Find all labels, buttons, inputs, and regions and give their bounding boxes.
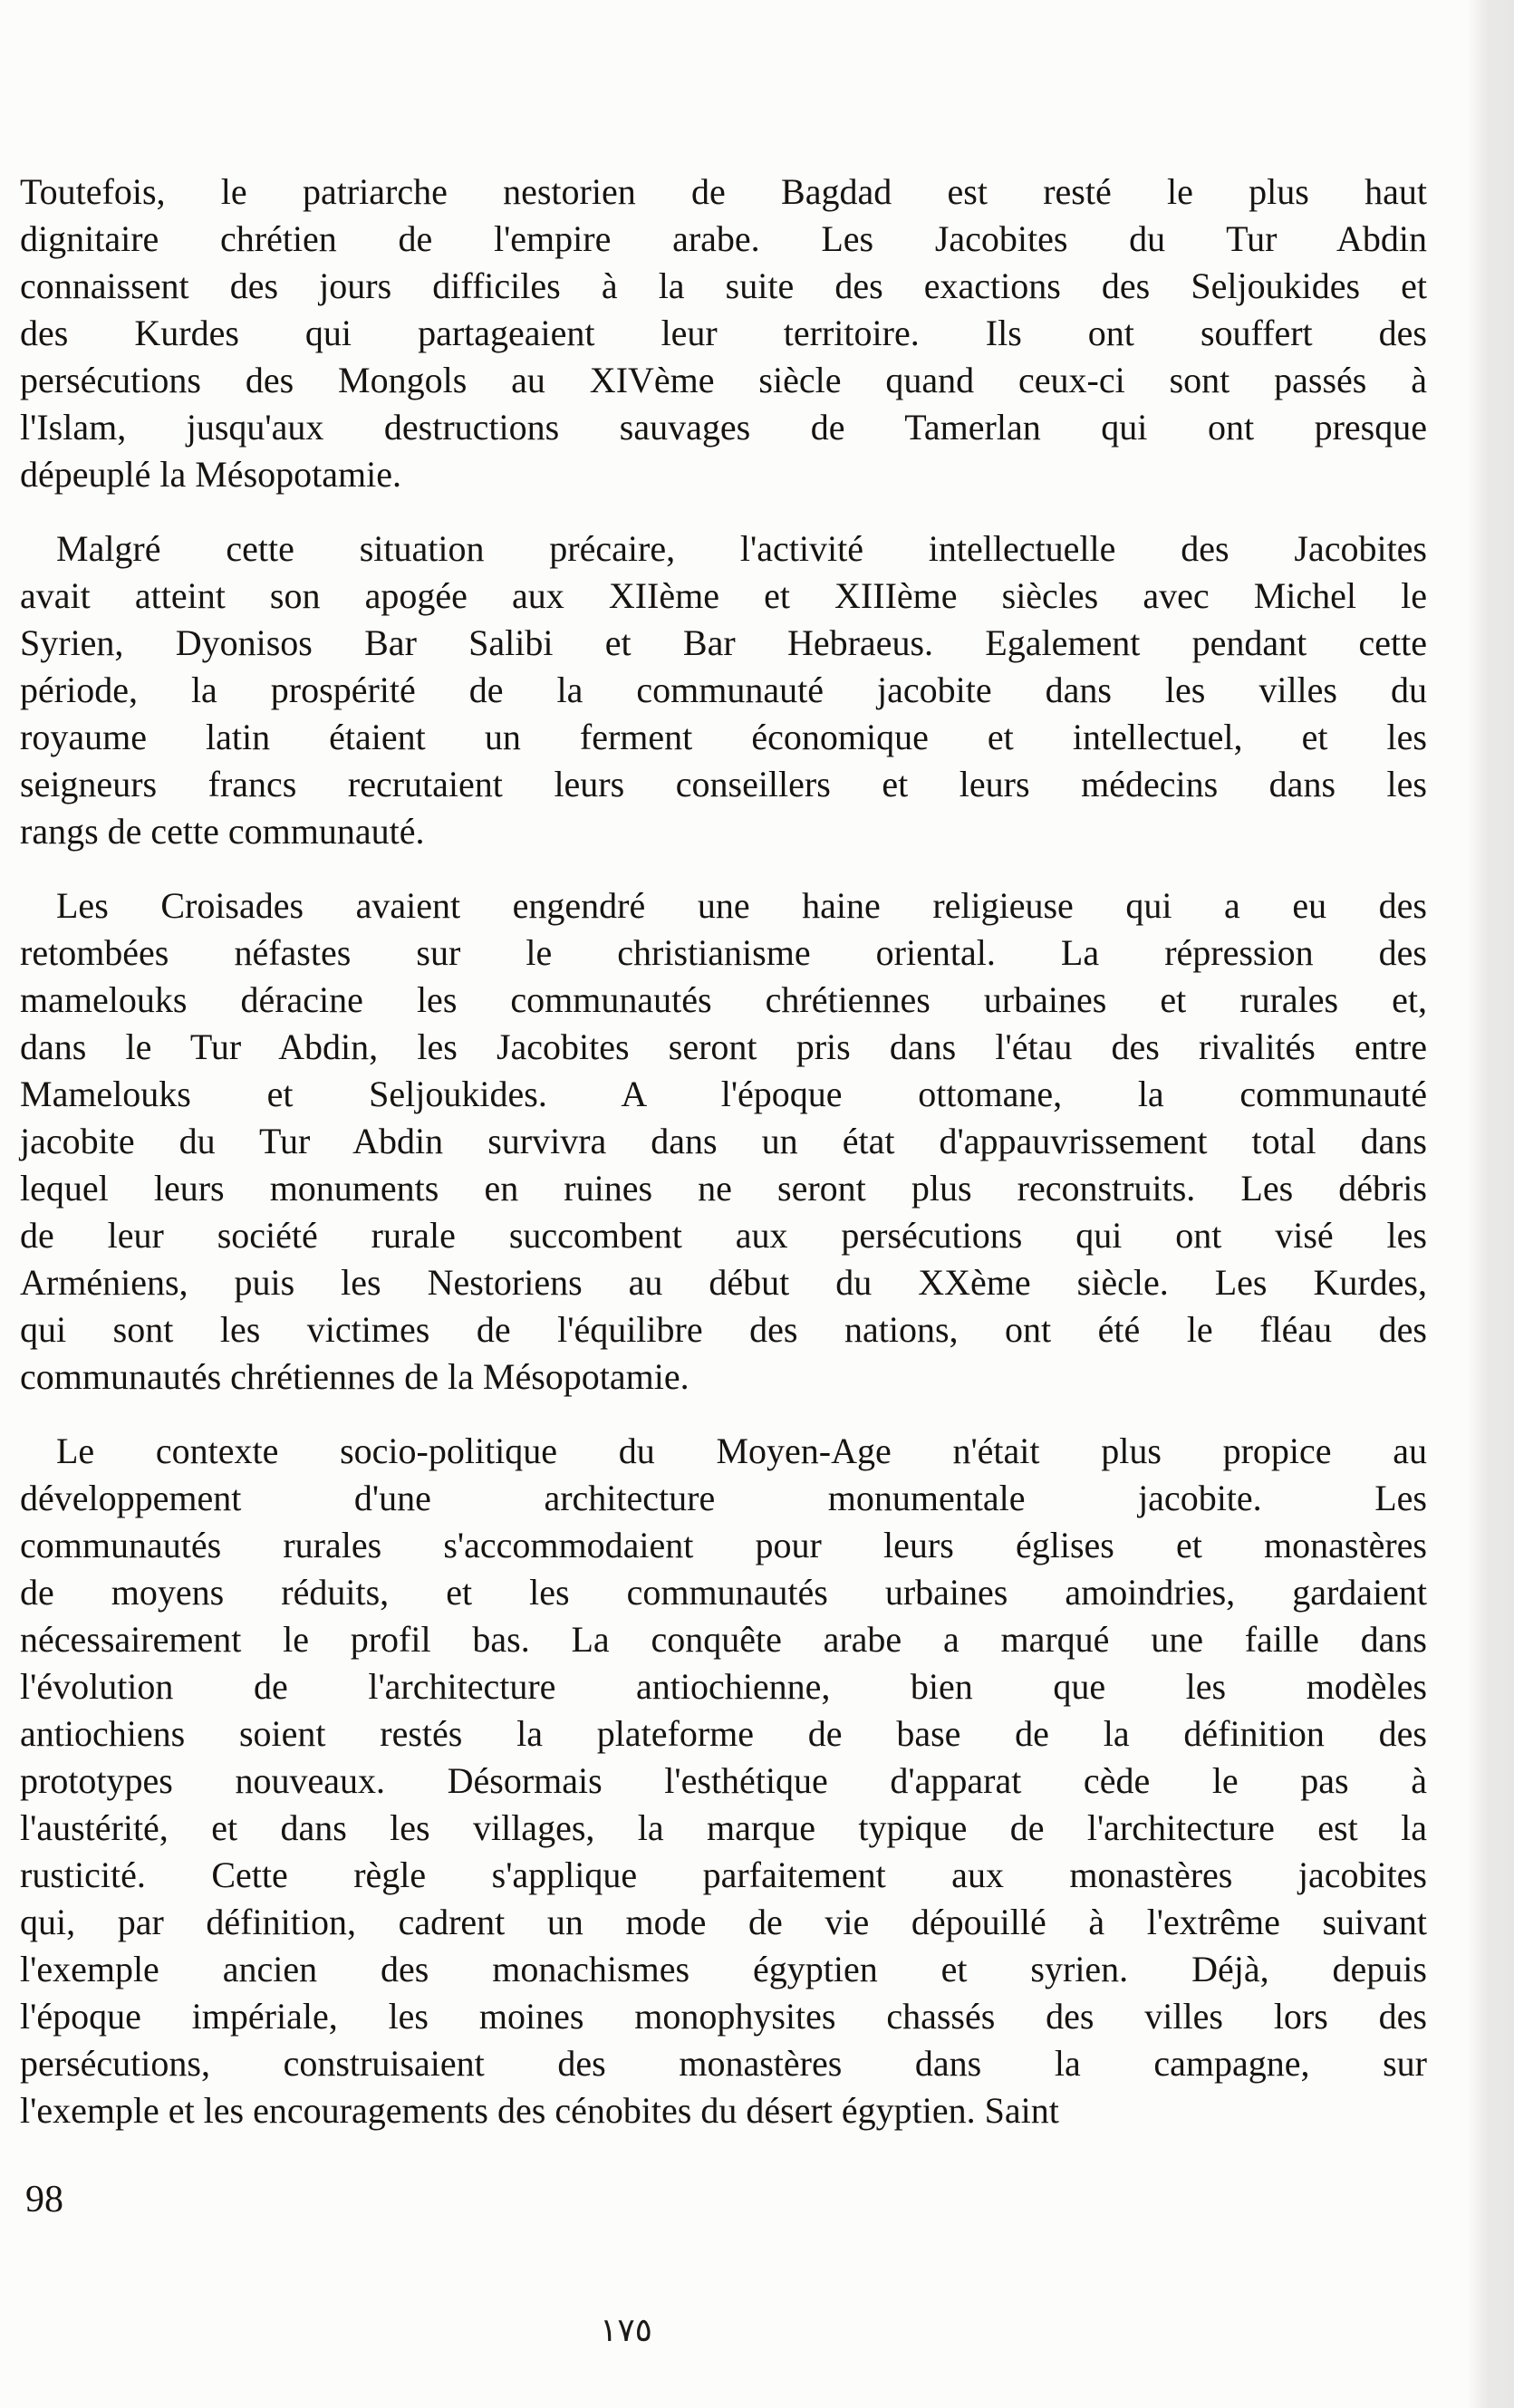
paragraph	[20, 882, 1427, 1401]
text-line: jacobite du Tur Abdin survivra dans un état d'appauvrissement total dans	[20, 1121, 1427, 1161]
text-line: retombées néfastes sur le christianisme oriental. La répression des	[20, 932, 1427, 973]
text-line: l'époque impériale, les moines monophysites chassés des villes lors des	[20, 1996, 1427, 2037]
text-line: Mamelouks et Seljoukides. A l'époque ottomane, la communauté	[20, 1074, 1427, 1114]
paragraph	[20, 525, 1427, 855]
text-line: avait atteint son apogée aux XIIème et XIIIème siècles avec Michel le	[20, 575, 1427, 616]
text-line: qui sont les victimes de l'équilibre des nations, ont été le fléau des	[20, 1309, 1427, 1350]
text-line: Arméniens, puis les Nestoriens au début du XXème siècle. Les Kurdes,	[20, 1262, 1427, 1303]
text-line: rangs de cette communauté.	[20, 811, 425, 852]
text-line: qui, par définition, cadrent un mode de vie dépouillé à l'extrême suivant	[20, 1902, 1427, 1942]
text-line: prototypes nouveaux. Désormais l'esthétique d'apparat cède le pas à	[20, 1760, 1427, 1801]
text-line: Le contexte socio-politique du Moyen-Age n'était plus propice au	[56, 1430, 1427, 1471]
text-line: des Kurdes qui partageaient leur territoire. Ils ont souffert des	[20, 313, 1427, 353]
text-line: communautés chrétiennes de la Mésopotamie.	[20, 1356, 689, 1397]
text-line: lequel leurs monuments en ruines ne seront plus reconstruits. Les débris	[20, 1168, 1427, 1209]
text-line: de moyens réduits, et les communautés urbaines amoindries, gardaient	[20, 1572, 1427, 1613]
text-line: l'austérité, et dans les villages, la marque typique de l'architecture est la	[20, 1807, 1427, 1848]
text-line: dans le Tur Abdin, les Jacobites seront pris dans l'étau des rivalités entre	[20, 1026, 1427, 1067]
text-line: l'Islam, jusqu'aux destructions sauvages de Tamerlan qui ont presque	[20, 407, 1427, 448]
text-line: dépeuplé la Mésopotamie.	[20, 454, 401, 495]
text-line: rusticité. Cette règle s'applique parfaitement aux monastères jacobites	[20, 1854, 1427, 1895]
folio-number-arabic: ١٧٥	[600, 2312, 653, 2349]
text-line: antiochiens soient restés la plateforme de base de la définition des	[20, 1713, 1427, 1754]
text-line: mamelouks déracine les communautés chrétiennes urbaines et rurales et,	[20, 979, 1427, 1020]
paragraph	[20, 169, 1427, 498]
text-line: l'évolution de l'architecture antiochienne, bien que les modèles	[20, 1666, 1427, 1707]
text-line: Toutefois, le patriarche nestorien de Bagdad est resté le plus haut	[20, 171, 1427, 212]
text-line: de leur société rurale succombent aux persécutions qui ont visé les	[20, 1215, 1427, 1256]
text-line: dignitaire chrétien de l'empire arabe. Les Jacobites du Tur Abdin	[20, 218, 1427, 259]
paragraph	[20, 1428, 1427, 2134]
text-line: Les Croisades avaient engendré une haine religieuse qui a eu des	[56, 885, 1427, 926]
text-line: communautés rurales s'accommodaient pour leurs églises et monastères	[20, 1525, 1427, 1565]
text-line: nécessairement le profil bas. La conquête arabe a marqué une faille dans	[20, 1619, 1427, 1660]
text-line: Syrien, Dyonisos Bar Salibi et Bar Hebraeus. Egalement pendant cette	[20, 622, 1427, 663]
text-line: période, la prospérité de la communauté jacobite dans les villes du	[20, 669, 1427, 710]
text-line: l'exemple ancien des monachismes égyptien et syrien. Déjà, depuis	[20, 1949, 1427, 1989]
text-line: connaissent des jours difficiles à la suite des exactions des Seljoukides et	[20, 265, 1427, 306]
page-number: 98	[25, 2179, 63, 2220]
text-line: persécutions, construisaient des monastères dans la campagne, sur	[20, 2043, 1427, 2084]
text-line: Malgré cette situation précaire, l'activité intellectuelle des Jacobites	[56, 528, 1427, 569]
text-line: seigneurs francs recrutaient leurs conseillers et leurs médecins dans les	[20, 764, 1427, 804]
text-line: développement d'une architecture monumentale jacobite. Les	[20, 1478, 1427, 1518]
scan-edge-shadow	[1467, 0, 1514, 2408]
text-line: l'exemple et les encouragements des cénobites du désert égyptien. Saint	[20, 2090, 1059, 2131]
text-line: royaume latin étaient un ferment économique et intellectuel, et les	[20, 717, 1427, 757]
text-line: persécutions des Mongols au XIVème siècle quand ceux-ci sont passés à	[20, 360, 1427, 400]
body-text	[20, 169, 1427, 2162]
